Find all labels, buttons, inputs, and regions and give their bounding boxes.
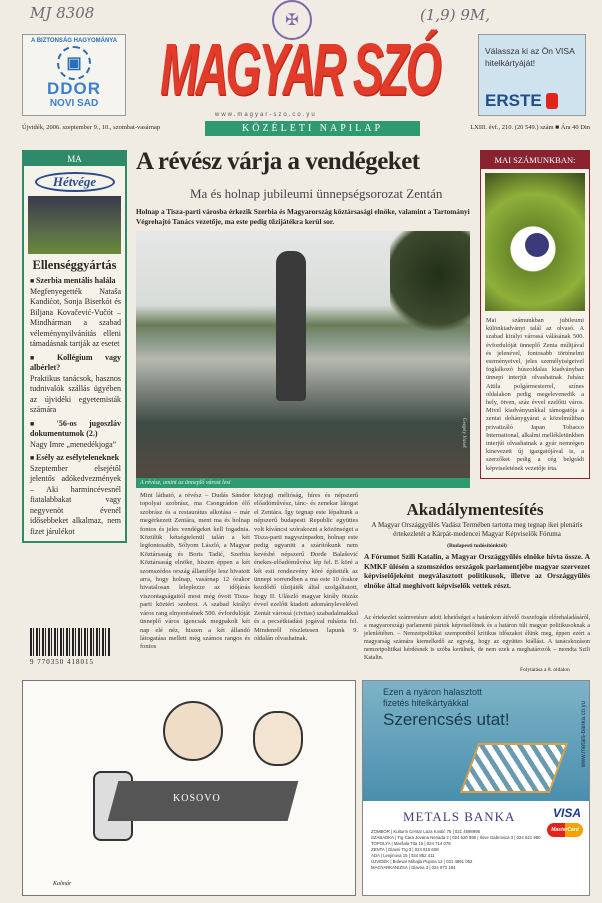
ddor-logo-icon: ▣ <box>57 46 91 80</box>
teaser-item[interactable]: ■ '56-os jugoszláv dokumentumok (2.) Nagy Imre „menedékjoga” <box>24 416 125 451</box>
barcode-number: 9 770350 418015 <box>30 658 94 666</box>
supplement-image <box>28 196 121 254</box>
branch: ÚJVIDÉK | Bulevar Mihajla Pupina 12 | 021 4891 052 <box>371 859 473 864</box>
cartoon-signature: Kalmár <box>53 881 72 887</box>
political-cartoon <box>22 680 356 896</box>
deck-chair-icon <box>460 743 568 793</box>
metals-banka-ad[interactable] <box>362 680 590 896</box>
cartoon-label: KOSOVO <box>173 793 221 804</box>
erste-ad[interactable] <box>478 34 586 116</box>
in-this-issue-text: Mai számunkban jubileumi különkiadványt talál az olvasó. A szabad királyi várossá válásának 500. évfordulóját ünneplő Zenta múltjával és jelenével, fontosabb történelmi eseményeivel, jeles személyiségeivel foglalkozó húszoldalas kiadványban ünnepi interjút olvashatnak Juhász Attila polgármesterrel, színes oldalakon pedig megelevenedik a hely, ötven, száz évvel ezelőtti város. Mivel kiadványunkkal támogatója a zentai dohánygyárat a közelmúltban privatizáló Japan Tobacco International, alkalmi mellékletünkben interjút olvashatnak a gyár nemrégen kinevezett új igazgatójával is, a szerzőket pedig a cég belgrádi képviseletének vezetője írta. <box>486 317 584 472</box>
second-lead: A Fórumot Szili Katalin, a Magyar Országgyűlés elnöke hívta össze. A KMKF ülésén a szomszédos országok parlamentjébe magyar szervezet képviselőjeként megválasztott politikusok, illetve az Országgyűlés elnöke által meghívott képviselők vettek részt. <box>364 552 590 590</box>
erste-brand: ERSTE <box>485 91 542 110</box>
hetvege-logo: Hétvége <box>35 172 115 192</box>
masthead-title: MAGYAR SZÓ <box>160 27 439 111</box>
branch: ZOMBOR | Kulturni Centar Laza Kostić 75 | 021 4698995 <box>371 829 480 834</box>
main-lead: Holnap a Tisza-parti városba érkezik Szerbia és Magyarország köztársasági elnöke, valamint a Tartományi Végrehajtó Tanács vezetője, ma este pedig tűzijátékra kerül sor. <box>136 207 470 226</box>
branch: ZENTA | Glavni Trg 3 | 024 815 608 <box>371 847 439 852</box>
ddor-city: NOVI SAD <box>49 98 99 109</box>
ad-line2: fizetés hitelkártyákkal <box>383 698 469 708</box>
barcode <box>30 628 110 656</box>
ad-line1: Ezen a nyáron halasztott <box>383 687 483 697</box>
branch: ADA | Lenjinova 15 | 024 852 411 <box>371 853 435 858</box>
second-dateline: (Budapesti tudósítónktól) <box>447 543 507 549</box>
erste-logo-icon <box>546 93 558 109</box>
issue-number: LXIII. évf., 210. (20 549.) szám ■ Ára 40 Din <box>470 124 590 131</box>
main-body-col1: Mint látható, a révész – Dudás Sándor topolyai szobrász, ma Csongrádon élő szobrász és a restaurátus alkotása – már megérkezett Zentára, ment ma és holnap fontos és jeles vendégeket kell fogadnia. Közülük kétségtelenül talán a két legfontosabb, Sólyom László, a Magyar Köztársaság és Boris Tadić, Szerbia Köztársaság elnöke, hiszen éppen a két szomszédos ország államfője lesz hivatott arra, hogy holnap, vasárnap 12 órakor hivatalosan leleplezze az időjárás viszontagságaitól most még óvott Tisza-parti köztéri szobrot. A szabad királyi város rang elnyerésének 500. évfordulóját ünneplő város igencsak megpakolt két nap elé néz, hiszen a két állandó látogatása mellett még számos rangos és fontos <box>140 492 250 651</box>
ddor-ad[interactable] <box>22 34 126 116</box>
today-box <box>22 150 127 543</box>
zenta-seal-icon <box>485 173 585 311</box>
continued-note[interactable]: Folytatása a 8. oldalon <box>520 667 570 673</box>
ddor-arc-text: A BIZTONSÁG HAGYOMÁNYA <box>30 38 118 44</box>
tagline: KÖZÉLETI NAPILAP <box>205 121 420 136</box>
visa-logo: VISA <box>552 806 581 820</box>
branch: TOPOLYA | Maršala Tita 15 | 024 714 079 <box>371 841 451 846</box>
teaser-item[interactable]: ■ Szerbia mentális halála Megfenyegették Nataša Kandićot, Sonja Biserkót és Biljana Kovačević-Vučót – Mindhárman a szabad véleménynyilvánítás elleni támadásnak tartják az esetet <box>24 273 125 350</box>
library-stamp-icon: ✠ <box>272 0 312 40</box>
ad-url: www.metals-banka.co.yu <box>581 701 587 768</box>
issue-date: Újvidék, 2006. szeptember 9., 10., szombat-vasárnap <box>22 124 161 131</box>
photo-caption: A révész, amint az ünneplő várost lesi <box>136 478 470 488</box>
main-headline[interactable]: A révész várja a vendégeket <box>136 148 420 175</box>
teaser-item[interactable]: ■ Kollégium vagy albérlet? Praktikus tanácsok, hasznos tudnivalók szállás ügyében az újvidéki egyetemisták számára <box>24 350 125 416</box>
branch: SZABADKA | Trg Cara Jovana Nenada 2 | 024 520 890 | Ilove Gabrovica 3 | 024 621 980 <box>371 835 541 840</box>
second-headline[interactable]: Akadálymentesítés <box>406 500 544 519</box>
photo-credit: Gergely József <box>461 418 466 448</box>
today-header: MA <box>24 152 125 166</box>
masthead-url: www.magyar-szo.co.yu <box>215 112 317 118</box>
second-subhead: A Magyar Országgyűlés Vadász Termében tartotta meg tegnap ikei plenáris értekezletét a Kárpát-medencei Magyar Képviselők Fóruma <box>371 521 583 538</box>
handwritten-note: (1,9) 9M, <box>420 6 490 24</box>
erste-ad-text: Válassza ki az Ön VISA hitelkártyáját! <box>485 46 575 68</box>
ddor-name: DDOR <box>46 79 102 98</box>
bank-name: METALS BANKA <box>403 809 516 824</box>
in-this-issue-header: MAI SZÁMUNKBAN: <box>481 151 589 169</box>
ferryman-statue-photo <box>136 231 470 478</box>
main-body-col2: közjogi méltóság, híres és népszerű előadóművész, tánc- és zenekar látogat el Zentára. Így tegnap este lépaltunk a népszerű budapesti Republic együttes volt kíváncsi szórakozni a közönséget a Tisza-parti nagyszínpadon, holnap este pedig ugyanitt a szárítókunk nem kevésbé népszerű Đorđe Balašević énekes-előadóművész lép fel. E köré a két esti rendezvény köré építették az ünnepi sorrendben a ma este 10 órakor kezdődő tűzijáték által szolgáltatott, hogy II. Ulászló magyar király ötszáz évvel ezelőtt kiadott adománylevelével Zentát várossá (civitas) szabadalmakkal és a pecsétkiadási jogával ruházta fel. Mindenről részletesen lapunk 9. oldalán olvashatnak. <box>254 492 358 642</box>
second-body: Az értekezlet számvetésre adott lehetőséget a határokon átívelő összefogás előrehaladásáról, a magyarországi parlamenti pártok képviselőinek és a határon túli magyar politikusoknak a jelenlétében. – Nemzetpolitikai szempontból kritikus időszakot élünk meg, éppen ezért a magyarság számára kiemelkedő az egység, hogy az együttes kiállást. A tanácskozáson nemzetpolitikai kérdésnek is szóba kerülnek, de nem ezek a meghatározók – mondta Szili Katalin. <box>364 615 590 661</box>
in-this-issue-box <box>480 150 590 479</box>
teaser-item[interactable]: ■ Esély az esélyteleneknek Szeptember elsejétől jelentős adókedvezmények – Aki harmincévesnél fiatalabbakat vagy negyvenöt évenél idősebbeket alkalmaz, nem fizet járulékot <box>24 450 125 537</box>
main-subhead: Ma és holnap jubileumi ünnepségsorozat Zentán <box>190 186 443 201</box>
supplement-title: Ellenséggyártás <box>32 258 117 272</box>
mastercard-logo: MasterCard <box>547 823 583 837</box>
handwritten-note: MJ 8308 <box>30 4 95 22</box>
ad-slogan: Szerencsés utat! <box>383 710 510 729</box>
branch: MAGYARKANIZSA | Glavna 3 | 024 873 184 <box>371 865 456 870</box>
